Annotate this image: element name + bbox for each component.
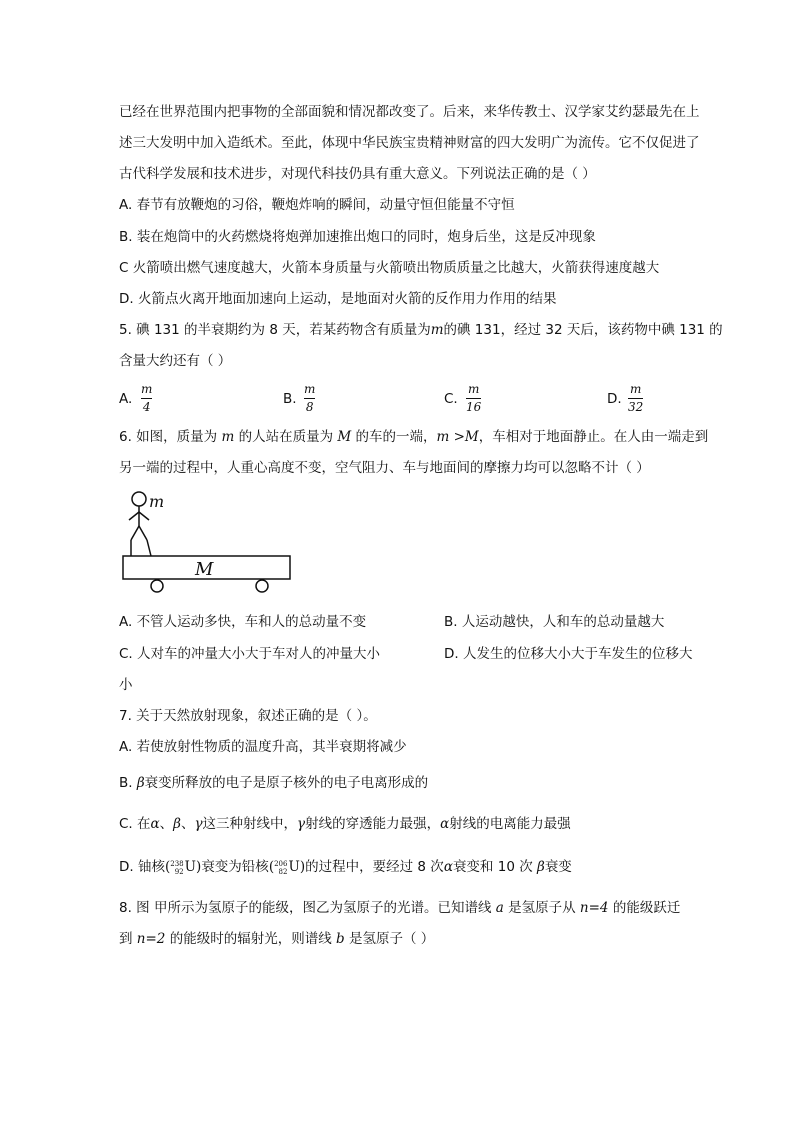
q6-option-a: A. 不管人运动多快，车和人的总动量不变 [119,614,367,630]
q5-option-b-label: B. [283,391,297,407]
q4-option-b: B. 装在炮筒中的火药燃烧将炮弹加速推出炮口的同时，炮身后坐，这是反冲现象 [119,229,596,245]
q6-stem-line-2: 另一端的过程中，人重心高度不变，空气阻力、车与地面间的摩擦力均可以忽略不计（ ） [119,460,650,476]
person-on-cart-figure [119,488,299,598]
lead-nuclide: ( 206 82 U) [268,859,306,876]
q7-option-c: C. 在α、β、γ这三种射线中，γ射线的穿透能力最强，α射线的电离能力最强 [119,816,571,832]
q5-option-c-label: C. [444,391,458,407]
q5-option-b-fraction: m 8 [304,382,316,414]
person-head [132,492,146,506]
uranium-nuclide: ( 238 92 U) [164,859,202,876]
q8-stem-line-2: 到 n=2 的能级时的辐射光，则谱线 b 是氢原子（ ） [119,931,435,947]
person-arm-right [139,512,149,520]
q7-option-a: A. 若使放射性物质的温度升高，其半衰期将减少 [119,739,407,755]
person-mass-label: m [149,492,165,511]
q7-option-d: D. 铀核( 238 92 U)衰变为铅核( 206 82 U)的过程中，要经过 8 次α衰变和 10 次 β衰变 [119,859,572,876]
q5-option-a-fraction: m 4 [141,382,153,414]
intro-line-3: 古代科学发展和技术进步，对现代科技仍具有重大意义。下列说法正确的是（ ） [119,166,596,182]
q5-mass-symbol: m [430,322,444,338]
q5-stem-line-1: 5. 碘 131 的半衰期约为 8 天，若某药物含有质量为m的碘 131，经过 32 天后，该药物中碘 131 的 [119,322,723,338]
q4-option-a: A. 春节有放鞭炮的习俗，鞭炮炸响的瞬间，动量守恒但能量不守恒 [119,197,515,213]
intro-line-2: 述三大发明中加入造纸术。至此，体现中华民族宝贵精神财富的四大发明广为流传。它不仅促进了 [119,135,700,151]
person-leg-left [131,526,139,540]
intro-line-1: 已经在世界范围内把事物的全部面貌和情况都改变了。后来，来华传教士、汉学家艾约瑟最先在上 [119,104,700,120]
cart-wheel-right [256,580,268,592]
q6-stem-line-1: 6. 如图，质量为 m 的人站在质量为 M 的车的一端，m >M，车相对于地面静止。在人由一端走到 [119,429,709,445]
stick-person [129,492,151,556]
q6-option-c: C. 人对车的冲量大小大于车对人的冲量大小 [119,646,381,662]
q5-option-c-fraction: m 16 [466,382,482,414]
q6-option-c-wrap: 小 [119,677,133,693]
q5-option-d-fraction: m 32 [628,382,644,414]
person-leg-right-lower [147,540,151,556]
q6-option-b: B. 人运动越快，人和车的总动量越大 [444,614,665,630]
cart-mass-label: M [195,559,214,580]
person-leg-right-upper [139,526,147,540]
person-arm-left [129,512,139,520]
cart-wheel-left [151,580,163,592]
q6-option-d: D. 人发生的位移大小大于车发生的位移大 [444,646,693,662]
q7-option-b: B. β衰变所释放的电子是原子核外的电子电离形成的 [119,775,429,791]
q5-option-d-label: D. [607,391,622,407]
q5-stem-line-2: 含量大约还有（ ） [119,353,232,369]
q4-option-d: D. 火箭点火离开地面加速向上运动，是地面对火箭的反作用力作用的结果 [119,291,557,307]
q5-option-a-label: A. [119,391,133,407]
q7-stem: 7. 关于天然放射现象，叙述正确的是（ ）。 [119,708,377,724]
q8-stem-line-1: 8. 图 甲所示为氢原子的能级，图乙为氢原子的光谱。已知谱线 a 是氢原子从 n=4 的能级跃迁 [119,900,681,916]
q4-option-c: C 火箭喷出燃气速度越大，火箭本身质量与火箭喷出物质质量之比越大，火箭获得速度越大 [119,260,660,276]
